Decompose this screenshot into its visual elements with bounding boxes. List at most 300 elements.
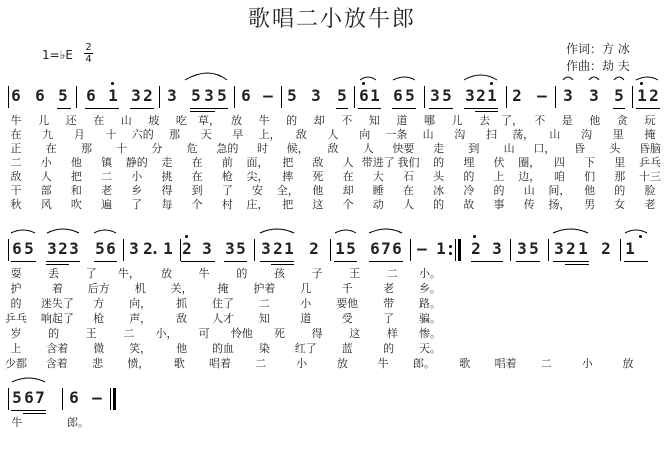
- lyric: 人才: [212, 312, 234, 325]
- dash: —: [263, 86, 273, 105]
- lyric: 样: [386, 327, 398, 340]
- lyric: 乡。: [419, 282, 441, 295]
- note: 3: [517, 239, 527, 258]
- note: 3: [131, 86, 141, 105]
- lyric: 是: [561, 114, 573, 127]
- lyric: 口，: [533, 142, 556, 155]
- lyric: 人: [40, 170, 52, 183]
- slur: [185, 73, 227, 80]
- note: 3: [563, 86, 573, 105]
- time-signature: [84, 42, 93, 65]
- lyric: 秋: [10, 198, 22, 211]
- dash: 1: [436, 239, 446, 258]
- lyric: 唱着: [209, 357, 231, 370]
- lyric: 着: [51, 282, 63, 295]
- note: 5: [614, 86, 624, 105]
- lyric: 唱着: [494, 357, 517, 370]
- note: 2: [143, 86, 153, 105]
- note: 3: [129, 239, 139, 258]
- lyric: 间，: [548, 184, 571, 197]
- note: 2: [309, 239, 319, 258]
- lyric: 在: [191, 170, 203, 183]
- lyric: 枪: [221, 170, 233, 183]
- lyric: 全，: [276, 184, 299, 197]
- lyric: 静的: [125, 156, 148, 169]
- lyric: 的: [48, 327, 60, 340]
- note: 6: [106, 239, 116, 258]
- lyric: 放: [622, 357, 634, 370]
- lyric: 掩: [644, 128, 656, 141]
- lyric: 了: [85, 267, 97, 280]
- slur: [393, 77, 415, 80]
- lyric: 放: [161, 267, 173, 280]
- barline: [234, 86, 235, 108]
- lyric: 岁: [10, 327, 22, 340]
- lyric: 惨。: [419, 327, 441, 340]
- note: 6: [24, 388, 34, 407]
- lyric: 在: [342, 170, 354, 183]
- lyric: 敌: [176, 312, 188, 325]
- lyric: 孩: [273, 267, 285, 280]
- lyric: 抓: [176, 297, 188, 310]
- lyric: 牛: [10, 114, 22, 127]
- note: 1: [370, 86, 380, 105]
- slur: [360, 77, 376, 80]
- lyric: 王: [349, 267, 361, 280]
- barline: [620, 239, 621, 261]
- lyric: 危: [186, 142, 198, 155]
- lyric: 这: [349, 327, 361, 340]
- note: 6: [35, 86, 45, 105]
- lyricist-credit: 作词：方 冰: [566, 42, 630, 56]
- lyric: 笑，: [129, 342, 152, 355]
- lyric: 边，: [518, 170, 541, 183]
- lyric: 小。: [419, 267, 441, 280]
- lyric: 贪: [616, 114, 628, 127]
- lyric: 向: [359, 128, 371, 141]
- lyric: 我们: [397, 156, 420, 169]
- final-barline-thin: [110, 388, 111, 410]
- note: 2: [58, 239, 68, 258]
- lyric: 个: [342, 198, 354, 211]
- lyric: 不: [534, 114, 546, 127]
- note: 5: [236, 239, 246, 258]
- lyric: 风: [40, 198, 52, 211]
- barline: [8, 388, 9, 410]
- lyric: 十: [105, 128, 117, 141]
- lyric: 子: [311, 267, 323, 280]
- lyric: 小: [40, 156, 52, 169]
- lyric: 的: [433, 156, 445, 169]
- lyric: 耍: [10, 267, 22, 280]
- note: 2: [566, 239, 576, 258]
- lyric: 村: [221, 198, 233, 211]
- lyric: 事: [493, 198, 505, 211]
- lyric: 了，: [501, 114, 524, 127]
- lyric: 的: [10, 297, 22, 310]
- lyric: 道: [300, 312, 312, 325]
- note: 6: [370, 239, 380, 258]
- barline: [424, 86, 425, 108]
- lyric: 放: [231, 114, 243, 127]
- note: 2: [182, 239, 192, 258]
- lyric: 和: [70, 184, 82, 197]
- lyric: 要他: [336, 297, 359, 310]
- lyric: 九: [42, 128, 54, 141]
- lyric: 知: [258, 312, 270, 325]
- note: 5: [287, 86, 297, 105]
- lyric: 天: [200, 128, 212, 141]
- lyric: 正: [10, 142, 22, 155]
- lyric: 人: [342, 156, 354, 169]
- lyric: 早: [232, 128, 244, 141]
- slur: [12, 378, 45, 382]
- lyric: 男: [584, 198, 596, 211]
- lyric: 歌: [459, 357, 471, 370]
- lyric: 睡: [372, 184, 384, 197]
- note: 3: [430, 86, 440, 105]
- slur: [11, 230, 35, 233]
- lyric: 的: [493, 184, 505, 197]
- lyric: 歌: [173, 357, 185, 370]
- note: 5: [95, 239, 105, 258]
- lyric: 几: [300, 282, 312, 295]
- note: 6: [241, 86, 251, 105]
- barline: [548, 239, 549, 261]
- lyric: 庄，: [246, 198, 269, 211]
- lyric: 红了: [294, 342, 317, 355]
- slur: [464, 75, 497, 80]
- slur: [94, 230, 116, 233]
- lyric: 二: [258, 297, 270, 310]
- score-row-3: [0, 388, 664, 410]
- note: 3: [261, 239, 271, 258]
- repeat-dot: [449, 245, 452, 248]
- lyric: 小: [131, 170, 143, 183]
- lyric: 了: [383, 312, 395, 325]
- note: 5: [12, 388, 22, 407]
- lyric: 儿: [38, 114, 50, 127]
- lyric: 摔: [282, 170, 294, 183]
- slur: [335, 230, 356, 233]
- lyric: 走: [433, 142, 445, 155]
- lyric: 向，: [129, 297, 152, 310]
- lyrics-block-2: [0, 267, 664, 377]
- note: 2: [273, 239, 283, 258]
- slur: [589, 77, 599, 80]
- note: 3: [47, 239, 57, 258]
- lyric: 微: [93, 342, 105, 355]
- lyric: 郎。: [67, 416, 89, 429]
- note: 3: [69, 239, 79, 258]
- lyric: 的: [463, 170, 475, 183]
- barline: [123, 239, 124, 261]
- lyric: 部: [40, 184, 52, 197]
- lyric: 路。: [419, 297, 441, 310]
- lyric: 还: [65, 114, 77, 127]
- barline: [281, 86, 282, 108]
- lyric: 敌: [327, 142, 339, 155]
- lyric: 的: [236, 267, 248, 280]
- lyric: 沟: [581, 128, 593, 141]
- note: 5: [529, 239, 539, 258]
- note: 7: [35, 388, 45, 407]
- lyric: 小: [296, 357, 308, 370]
- lyric: 咱: [553, 170, 565, 183]
- note: 2: [471, 239, 481, 258]
- lyric: 放: [336, 357, 348, 370]
- note: 3: [167, 86, 177, 105]
- note: 7: [381, 239, 391, 258]
- lyric: 传: [523, 198, 535, 211]
- lyric: 死: [273, 327, 285, 340]
- lyric: 分: [151, 142, 163, 155]
- lyric: 一条: [385, 128, 408, 141]
- lyric: 愤，: [127, 357, 150, 370]
- lyric: 老: [383, 282, 395, 295]
- note: 5: [217, 86, 227, 105]
- lyric: 得: [311, 327, 323, 340]
- lyric: 的: [383, 342, 395, 355]
- lyric: 故: [463, 198, 475, 211]
- lyric: 上，: [258, 128, 281, 141]
- lyric: 牛，: [117, 267, 140, 280]
- note: 2: [601, 239, 611, 258]
- lyric: 骗。: [419, 312, 441, 325]
- lyric: 在: [191, 156, 203, 169]
- lyric: 沟: [454, 128, 466, 141]
- note: 1: [578, 239, 588, 258]
- lyric: 牛: [11, 416, 23, 429]
- lyric: 了: [221, 184, 233, 197]
- lyric: 草，: [197, 114, 220, 127]
- note: —: [417, 239, 427, 258]
- lyric: 在: [402, 184, 414, 197]
- lyric: 的: [286, 114, 298, 127]
- lyric: 郎。: [413, 357, 435, 370]
- note: 6: [12, 239, 22, 258]
- lyric: 们: [584, 170, 596, 183]
- lyric: 把: [70, 170, 82, 183]
- note: 1: [108, 86, 118, 105]
- lyric: 他: [589, 114, 601, 127]
- barline: [62, 388, 63, 410]
- lyric: 却: [313, 114, 325, 127]
- note: 5: [191, 86, 201, 105]
- lyric: 二: [540, 357, 552, 370]
- note: 5: [58, 86, 68, 105]
- lyric: 道: [396, 114, 408, 127]
- lyric: 掩: [217, 282, 229, 295]
- barline: [410, 239, 411, 261]
- lyric: 声，: [129, 312, 152, 325]
- song-title: 歌唱二小放牛郎: [247, 7, 416, 32]
- lyric: 石: [402, 170, 414, 183]
- lyric: 山: [523, 184, 535, 197]
- barline: [555, 86, 556, 108]
- barline: [330, 239, 331, 261]
- slur: [553, 229, 588, 233]
- lyric: 挑: [161, 170, 173, 183]
- lyric: 把: [282, 156, 294, 169]
- lyric: 六的: [131, 128, 154, 141]
- octave-dot: [490, 82, 493, 85]
- lyric: 敌: [10, 170, 22, 183]
- meter-bottom: 4: [85, 54, 92, 65]
- lyric: 响起了: [40, 312, 74, 325]
- note: 1: [487, 86, 497, 105]
- note: 6: [11, 86, 21, 105]
- barline: [632, 86, 633, 108]
- dash: —: [92, 388, 102, 407]
- barline: [76, 86, 77, 108]
- slur: [260, 229, 294, 233]
- note: 3: [554, 239, 564, 258]
- final-barline-thick: [113, 388, 116, 410]
- lyric: 他: [312, 184, 324, 197]
- note: 5: [405, 86, 415, 105]
- lyric: 快要: [392, 142, 415, 155]
- lyrics-block-1: [0, 114, 664, 214]
- lyric: 敌: [312, 156, 324, 169]
- lyric: 人: [402, 198, 414, 211]
- lyric: 走: [161, 156, 173, 169]
- lyric: 那: [614, 170, 626, 183]
- lyric: 头: [609, 142, 621, 155]
- lyric: 下: [584, 156, 596, 169]
- lyric: 却: [342, 184, 354, 197]
- lyric: 丢: [48, 267, 60, 280]
- note: 3: [225, 239, 235, 258]
- lyric: 方: [93, 297, 105, 310]
- lyric: 天。: [419, 342, 441, 355]
- barline: [159, 86, 160, 108]
- lyric: 牛: [377, 357, 389, 370]
- lyric: 扫: [486, 128, 497, 141]
- lyric: 牛: [198, 267, 210, 280]
- lyric: 他: [176, 342, 188, 355]
- lyric: 里: [614, 156, 626, 169]
- note: 3: [202, 239, 212, 258]
- lyric: 吹: [70, 198, 82, 211]
- lyric: 昏: [574, 142, 586, 155]
- lyric: 知: [368, 114, 380, 127]
- slur: [47, 229, 79, 233]
- barline: [8, 239, 9, 261]
- note: 3: [204, 86, 214, 105]
- lyric: 的血: [212, 342, 234, 355]
- barline: [8, 86, 9, 108]
- dash: —: [537, 86, 547, 105]
- lyric: 护着: [253, 282, 276, 295]
- note: 6: [69, 388, 79, 407]
- lyric: 带进了: [361, 156, 395, 169]
- repeat-barline-thick: [458, 239, 461, 261]
- lyric: 冰: [433, 184, 445, 197]
- slur: [614, 77, 624, 80]
- lyric: 安: [252, 184, 264, 197]
- lyric: 里: [612, 128, 624, 141]
- lyric: 山: [422, 128, 434, 141]
- lyric: 扬，: [548, 198, 571, 211]
- lyric: 尖，: [246, 170, 269, 183]
- lyric: 的: [614, 184, 626, 197]
- lyric: 二: [255, 357, 267, 370]
- lyric: 十: [116, 142, 128, 155]
- lyric: 山: [503, 142, 515, 155]
- lyric: 到: [468, 142, 480, 155]
- barline: [180, 239, 181, 261]
- lyric: 小，: [155, 327, 178, 340]
- lyric: 住了: [212, 297, 234, 310]
- note: 5: [442, 86, 452, 105]
- lyric: 把: [282, 198, 294, 211]
- score-row-2: 6 5 3 2 3 5 6 3 2 . 1 2 3 3 5 3 2 1 2 1 5 6 7 6 — 1 2 3 3 5 3 2 1 2 1: [0, 239, 664, 261]
- lyric: 去: [479, 114, 491, 127]
- lyric: 脸: [644, 184, 656, 197]
- slur: [369, 229, 402, 233]
- lyric: 少都: [5, 357, 27, 370]
- note: 6: [393, 86, 403, 105]
- meter-top: 2: [85, 42, 92, 53]
- note: 1: [637, 86, 647, 105]
- lyric: 在: [10, 128, 22, 141]
- lyric: 乡: [131, 184, 143, 197]
- composer-credit: 作曲：劫 夫: [566, 59, 630, 73]
- lyric: 敌: [295, 128, 307, 141]
- lyric: 急的: [216, 142, 239, 155]
- lyric: 吃: [175, 114, 187, 127]
- lyric: 女: [614, 198, 626, 211]
- lyric: 受: [341, 312, 353, 325]
- lyric: 迷失了: [40, 297, 74, 310]
- note: 1: [625, 239, 635, 258]
- lyric: 人: [327, 128, 339, 141]
- lyric: 镇: [101, 156, 113, 169]
- lyric: 这: [312, 198, 324, 211]
- lyric: 干: [10, 184, 22, 197]
- lyric: 枪: [93, 312, 105, 325]
- lyric: 山: [120, 114, 132, 127]
- lyric: 机: [134, 282, 146, 295]
- lyric: 月: [73, 128, 85, 141]
- note: 3: [589, 86, 599, 105]
- barline: [354, 86, 355, 108]
- lyric: 昏脑: [639, 142, 661, 155]
- lyric: 了: [131, 198, 143, 211]
- slur: [625, 230, 647, 233]
- lyric: 老: [101, 184, 113, 197]
- lyric: 含着: [46, 342, 69, 355]
- note: 3: [311, 86, 321, 105]
- key-signature: 1=♭E: [42, 48, 73, 62]
- lyric: 儿: [451, 114, 463, 127]
- lyric: 带: [383, 297, 395, 310]
- lyric: 含着: [45, 357, 68, 370]
- lyric: 千: [341, 282, 353, 295]
- lyric: 时: [257, 142, 269, 155]
- lyric: 上: [493, 170, 505, 183]
- lyric: 上: [10, 342, 22, 355]
- lyric: 乒乓: [5, 312, 27, 325]
- note: 2: [649, 86, 659, 105]
- lyric: 二: [386, 267, 398, 280]
- note: 1: [163, 239, 173, 258]
- note: 6: [392, 239, 402, 258]
- lyric: 他: [584, 184, 596, 197]
- octave-dot: [362, 82, 365, 85]
- note: 1: [284, 239, 294, 258]
